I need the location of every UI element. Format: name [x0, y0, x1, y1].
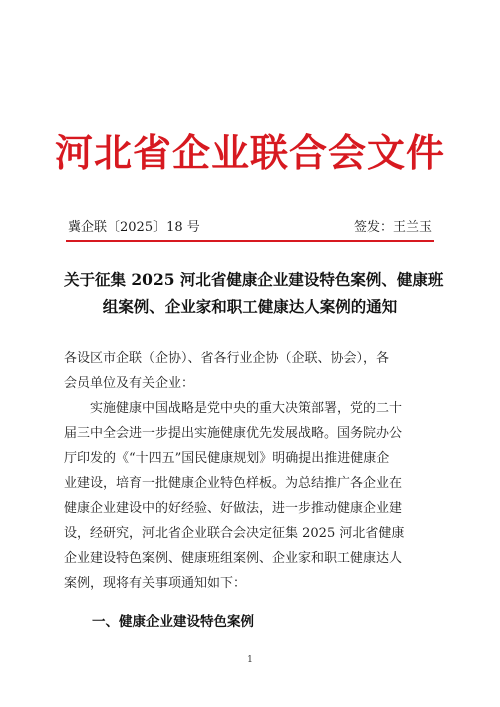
paragraph-line: 企业建设特色案例、健康班组案例、企业家和职工健康达人 [64, 551, 403, 566]
document-meta-line [68, 218, 432, 238]
document-header-title: 河北省企业联合会文件 [54, 130, 445, 175]
paragraph-line: 健康企业建设中的好经验、好做法，进一步推动健康企业建 [64, 501, 403, 516]
subject-line: 关于征集 2025 河北省健康企业建设特色案例、健康班 [64, 270, 444, 289]
salutation-line: 会员单位及有关企业： [64, 376, 195, 391]
header-divider-rule [66, 240, 434, 242]
page-number: 1 [247, 655, 253, 665]
paragraph-line: 厅印发的《“十四五”国民健康规划》明确提出推进健康企 [64, 451, 390, 466]
document-body [64, 346, 434, 596]
paragraph-line: 案例，现将有关事项通知如下： [64, 576, 247, 591]
paragraph-line: 届三中全会进一步提出实施健康优先发展战略。国务院办公 [64, 426, 403, 441]
paragraph-line: 设，经研究，河北省企业联合会决定征集 2025 河北省健康 [64, 526, 405, 541]
document-number: 冀企联〔2025〕18 号 [68, 220, 200, 235]
salutation-line: 各设区市企联（企协）、省各行业企协（企联、协会），各 [64, 351, 390, 366]
document-signer: 签发：王兰玉 [353, 220, 432, 235]
paragraph-line: 实施健康中国战略是党中央的重大决策部署，党的二十 [90, 401, 403, 416]
section-heading: 一、健康企业建设特色案例 [92, 614, 254, 630]
subject-line: 组案例、企业家和职工健康达人案例的通知 [102, 297, 398, 316]
paragraph-line: 业建设，培育一批健康企业特色样板。为总结推广各企业在 [64, 476, 403, 491]
document-subject [64, 266, 444, 320]
